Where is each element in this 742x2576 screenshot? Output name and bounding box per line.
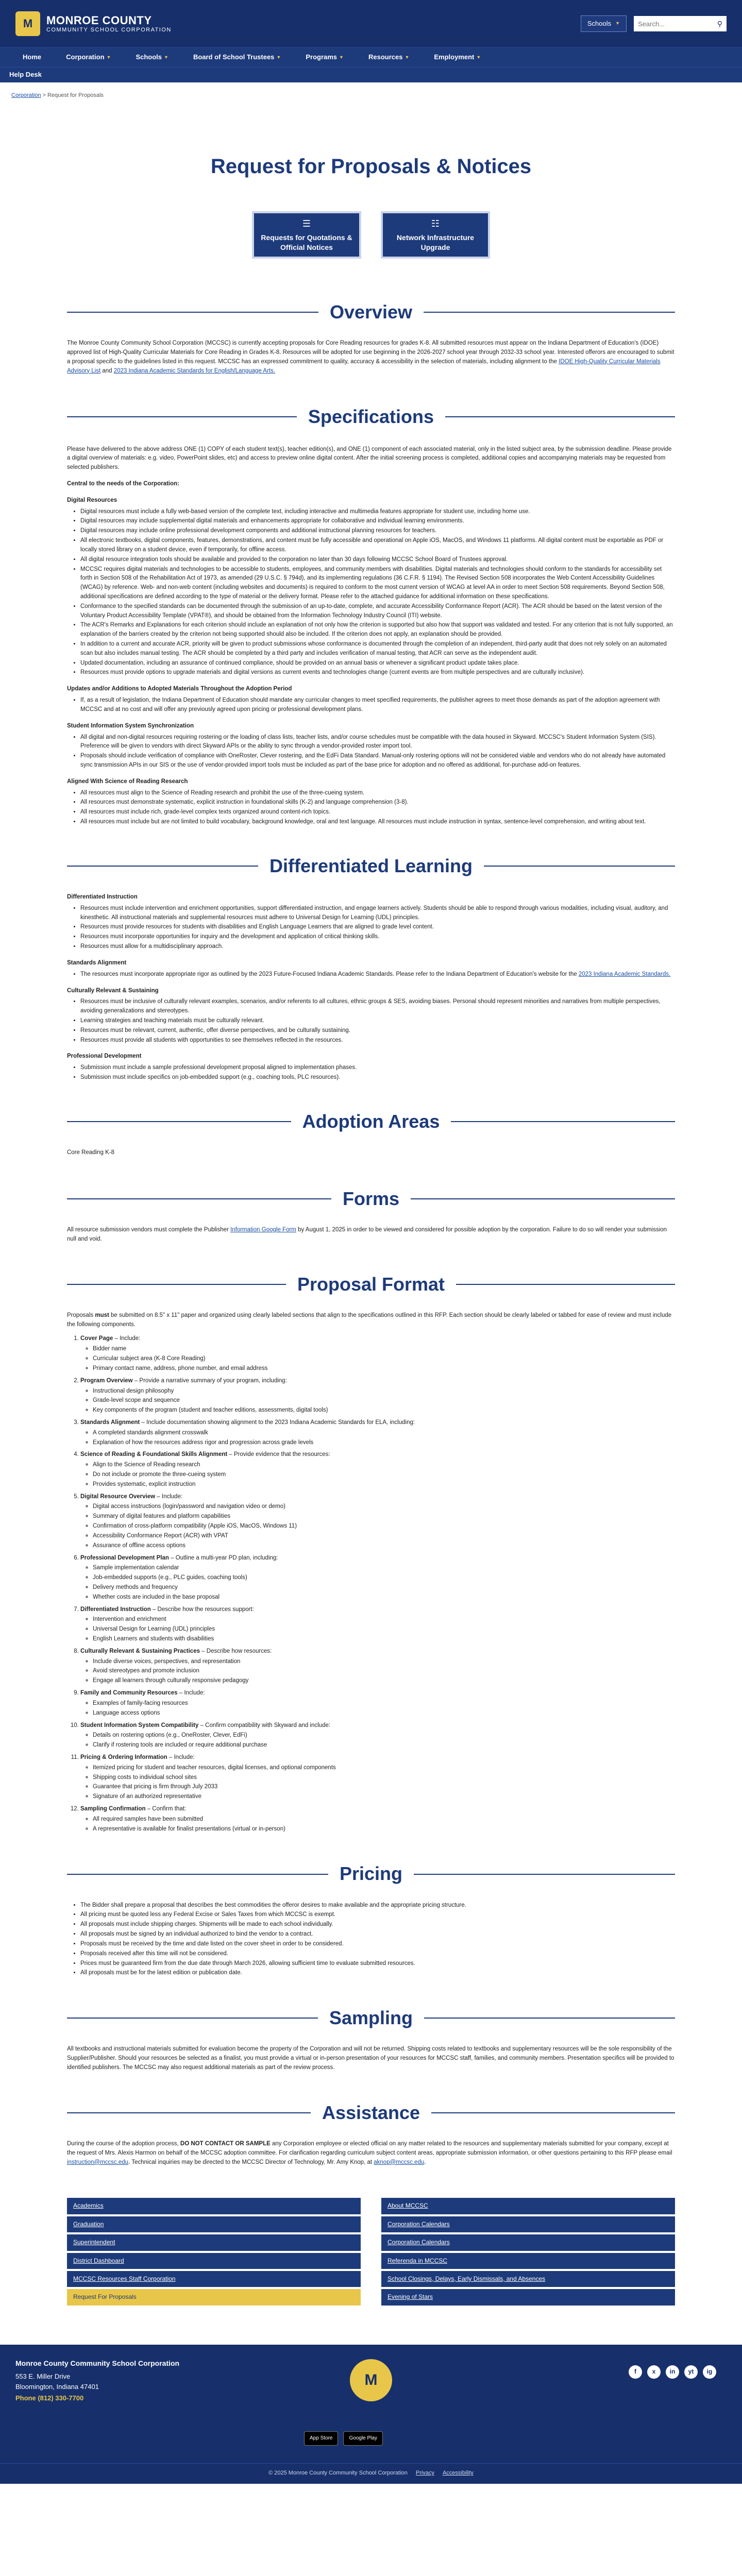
logo-mark: M [15,11,40,36]
list-item: • Submission must include specifics on job-embedded support (e.g., coaching tools, PLC resources). [80,1073,675,1082]
footer-phone[interactable]: Phone (812) 330-7700 [15,2394,84,2402]
footer-links-right [381,2198,675,2307]
list-item: ◦ Guarantee that pricing is firm through July 2033 [93,1783,675,1792]
list-item: ◦ Curricular subject area (K-8 Core Reading) [93,1354,675,1364]
list-item: ◦ Accessibility Conformance Report (ACR) with VPAT [93,1532,675,1541]
standards-list [80,970,675,979]
overview-content: The Monroe County Community School Corporation (MCCSC) is currently accepting proposals for Core Reading resources for grades K-8. All submitted resources must appear on the Indiana Department of Education's (IDOE) approved list of High-Quality Curricular Materials for Core Reading in Grades K-8. Resources will be adopted for use beginning in the 2026-2027 school year through 2032-33 school year. Interested offerors are encouraged to submit a proposal specific to the guidelines listed in this request. MCCSC has an expressed commitment to quality, accuracy & accessibility in the selection of materials, including alignment to the IDOE High-Quality Curricular Materials Advisory List and 2023 Indiana Academic Standards for English/Language Arts. [67,340,674,374]
main-nav [0,47,742,67]
list-item: • Prices must be guaranteed firm from the due date through March 2026, allowing sufficient time to evaluate submitted resources. [80,1959,675,1969]
list-item: ◦ Avoid stereotypes and promote inclusion [93,1667,675,1676]
top-bar [0,0,742,47]
list-item: ◦ Grade-level scope and sequence [93,1396,675,1405]
overview-heading: Overview [67,299,675,326]
logo-line2: COMMUNITY SCHOOL CORPORATION [46,27,172,33]
nav-employment[interactable]: Employment ▼ [434,53,481,61]
list-item: ◦ Confirmation of cross-platform compatibility (Apple iOS, MacOS, Windows 11) [93,1522,675,1531]
x-icon[interactable]: x [647,2365,661,2379]
list-item: • Digital resources may include online professional development components and additional instructional planning resources for teachers. [80,527,675,536]
differentiated-list [80,904,675,952]
list-item: ◦ Sample implementation calendar [93,1564,675,1573]
chevron-down-icon: ▼ [476,54,481,60]
differentiated-content: Differentiated Instruction • Resources must include intervention and enrichment opportunities, support differentiated instruction, and engage learners actively. Students should be able to respond through various modalities, including visual, auditory, and kinesthetic. All instructional materials and supplemental resources must adhere to Universal Design for Learning (UDL) principles. • Resources must provide resources for students with disabilities and English Language Learners that are aligned to grade level content. • Resources must incorporate opportunities for inquiry and the development and application of critical thinking skills. • Resources must allow for a multidisciplinary approach. Standards Alignment • The resources must incorporate appropriate rigor as outlined by the 2023 Future-Focused Indiana Academic Standards. Please refer to the Indiana Department of Education's website for the 2023 Indiana Academic Standards. Culturally Relevant & Sustaining • Resources must be inclusive of culturally relevant examples, scenarios, and/or referents to all cultures, ethnic groups & SES, avoiding biases. Personal should represent minorities and narratives from multiple perspectives, avoiding generalizations and stereotypes. • Learning strategies and teaching materials must be culturally relevant. • Resources must be relevant, current, authentic, offer diverse perspectives, and be culturally sustaining. • Resources must provide all students with opportunities to see themselves reflected in the resources. Professional Development • Submission must include a sample professional development proposal aligned to implementation phases. • Submission must include specifics on job-embedded support (e.g., coaching tools, PLC resources). [67,893,675,1082]
sampling-text: All textbooks and instructional materials submitted for evaluation become the property of the Corporation and will not be returned. Shipping costs related to textbooks and supplementary resources will be the sole responsibility of the Supplier/Publisher. Should your resources be selected as a finalist, you must provide a virtual or in-person presentation of your resources for MCCSC staff, families, and community members. Presentation specifics will be provided to identified publishers. The MCCSC may also request additional materials as part of the review process. [67,2046,674,2071]
list-item: ◦ Universal Design for Learning (UDL) principles [93,1625,675,1634]
hqcm-list-link[interactable]: IDOE High-Quality Curricular Materials Advisory List [67,358,661,374]
specifications-content: Please have delivered to the above address ONE (1) COPY of each student text(s), teacher edition(s), and ONE (1) component of each associated material, only in the listed subject area, by the submission deadline. Please provide a digital overview of materials: e.g. video, PowerPoint slides, etc) and access to preview online digital content. After the initial screening process is completed, additional copies and accompanying materials may be requested from selected publishers. Central to the needs of the Corporation: Digital Resources • Digital resources must include a fully web-based version of the complete text, including interactive and multimedia features appropriate for student use, including home use. • Digital resources may include supplemental digital materials and enhancements appropriate for collaborative and individual learning environments. • Digital resources may include online professional development components and additional instructional planning resources for teachers. • All electronic textbooks, digital components, features, demonstrations, and content must be fully accessible and operational on Apple iOS, MacOS, and Windows 11 platforms. All digital content must be exportable as PDF or locally stored library on a student device, even if temporarily, for offline access. • All digital resource integration tools should be available and provided to the corporation no later than 30 days following MCCSC School Board of Trustees approval. • MCCSC requires digital materials and technologies to be accessible to students, employees, and community members with disabilities. Digital materials and technologies should conform to the standards for accessibility set forth in Section 508 of the Rehabilitation Act of 1973, as amended (29 U.S.C. § 794d), and its implementing regulations (36 C.F.R. § 1194). The Revised Section 508 incorporates the Web Content Accessibility Guidelines (WCAG) by reference. Web- and non-web content (including websites and documents) is required to conform to the most current version of WCAG at level AA in order to meet Section 508 requirements. Beyond Section 508, additional specifications are defined according to the type of material or the delivery format. Please refer to the attached guidance for additional information on these specifications. • Conformance to the specified standards can be documented through the submission of an up-to-date, complete, and accurate Accessibility Conformance Report (ACR). The ACR should be based on the latest version of the Voluntary Product Accessibility Template (VPAT®), and should be obtained from the Information Technology Industry Council (ITI) website. • The ACR's Remarks and Explanations for each criterion should include an explanation of not only how the criterion is supported but also how that support was validated and tested. For any criterion that is not fully supported, an explanation of the barriers created by the criterion not being supported should also be included. If the criterion does not apply, an explanation should be provided. • In addition to a current and accurate ACR, priority will be given to product submissions whose conformance is documented through the completion of an independent, third-party audit that does not rely solely on an automated scan but also includes manual testing. The ACR should be completed by a third party and includes verification of manual testing, that ACR can serve as the independent audit. • Updated documentation, including an assurance of continued compliance, should be provided on an annual basis or whenever a significant product update takes place. • Resources must provide options to upgrade materials and digital versions as current events and technologies change (current events are from multiple perspectives and are culturally inclusive). Updates and/or Additions to Adopted Materials Throughout the Adoption Period • If, as a result of legislation, the Indiana Department of Education should mandate any curricular changes to meet specified requirements, the publisher agrees to meet those demands as part of the adoption agreement with MCCSC and at no cost and will offer any previously agreed upon pricing or professional development plans. Student Information System Synchronization • All digital and non-digital resources requiring rostering or the loading of class lists, teacher lists, and/or course schedules must be compatible with the data housed in Skyward. MCCSC's Student Information System (SIS). Preference will be given to vendors with direct Skyward APIs or the ability to sync through a vendor-provided roster import tool. • Proposals should include verification of compliance with OneRoster, Clever rostering, and the EdFi Data Standard. Manual-only rostering options will not be considered viable and vendors who do not already have automated sync transmission APIs in our SIS or the use of vendor-provided import tools must be included as part of the base price for adoption and no offered as additional, for-purchase add-on features. Aligned With Science of Reading Research • All resources must align to the Science of Reading research and prohibit the use of the three-cueing system. • All resources must demonstrate systematic, explicit instruction in foundational skills (K-2) and language comprehension (3-8). • All resources must include rich, grade-level complex texts organized around content-rich topics. • All resources must include but are not limited to build vocabulary, background knowledge, oral and text language. All resources must include instruction in syntax, sentence-level comprehension, and writing about text. [67,445,675,827]
breadcrumb [0,82,742,109]
updates-list [80,696,675,715]
list-item: • Submission must include a sample professional development proposal aligned to implementation phases. [80,1063,675,1073]
academic-standards-link[interactable]: 2023 Indiana Academic Standards. [578,971,671,977]
professional-development-list [80,1063,675,1082]
pricing-list [80,1901,675,1978]
footer-link[interactable]: Referenda in MCCSC [381,2253,675,2269]
site-footer [0,2345,742,2484]
footer-link[interactable]: Superintendent [67,2234,361,2250]
list-item: ◦ Summary of digital features and platform capabilities [93,1512,675,1521]
list-item: • Proposals should include verification of compliance with OneRoster, Clever rostering, and the EdFi Data Standard. Manual-only rostering options will not be considered viable and vendors who do not already have automated sync transmission APIs in our SIS or the use of vendor-provided import tools must be included as part of the base price for adoption and no offered as additional, for-purchase add-on features. [80,752,675,770]
chevron-down-icon: ▼ [106,54,111,60]
footer-link[interactable]: District Dashboard [67,2253,361,2269]
sub-nav [0,67,742,82]
proposal-component: 9. Family and Community Resources – Include: ◦ Examples of family-facing resources ◦ Language access options [80,1689,675,1718]
list-item: ◦ A representative is available for finalist presentations (virtual or in-person) [93,1825,675,1834]
proposal-component: 5. Digital Resource Overview – Include: ◦ Digital access instructions (login/password and navigation video or demo) ◦ Summary of digital features and platform capabilities ◦ Confirmation of cross-platform compatibility (Apple iOS, MacOS, Windows 11) ◦ Accessibility Conformance Report (ACR) with VPAT ◦ Assurance of offline access options [80,1493,675,1551]
list-item: ◦ Whether costs are included in the base proposal [93,1593,675,1602]
list-item: ◦ Explanation of how the resources address rigor and progression across grade levels [93,1438,675,1448]
network-icon: ☷ [431,218,440,229]
list-item: ◦ Intervention and enrichment [93,1615,675,1624]
technology-email-link[interactable]: aknop@mccsc.edu [374,2159,425,2165]
instagram-icon[interactable]: ig [703,2365,716,2379]
chevron-down-icon: ▼ [276,54,281,60]
chevron-down-icon: ▼ [339,54,344,60]
list-item: • All resources must demonstrate systematic, explicit instruction in foundational skills (K-2) and language comprehension (3-8). [80,798,675,807]
list-item: ◦ Instructional design philosophy [93,1387,675,1396]
proposal-components-list [80,1334,675,1834]
assistance-heading: Assistance [67,2099,675,2126]
list-item: • The resources must incorporate appropriate rigor as outlined by the 2023 Future-Focused Indiana Academic Standards. Please refer to the Indiana Department of Education's website for the 2023 Indiana Academic Standards. [80,970,675,979]
google-play-badge[interactable]: Google Play [343,2431,382,2446]
specifications-heading: Specifications [67,403,675,430]
list-item: • Resources must include intervention and enrichment opportunities, support differentiated instruction, and engage learners actively. Students should be able to respond through various modalities, including visual, auditory, and kinesthetic. All instructional materials and supplemental resources must adhere to Universal Design for Learning (UDL) principles. [80,904,675,923]
list-item: ◦ Shipping costs to individual school sites [93,1773,675,1783]
search-input[interactable] [638,20,717,28]
instruction-email-link[interactable]: instruction@mccsc.edu [67,2159,129,2165]
list-item: ◦ Details on rostering options (e.g., OneRoster, Clever, EdFi) [93,1731,675,1740]
sis-list [80,733,675,770]
page-title: Request for Proposals & Notices [210,155,532,178]
list-item: • All pricing must be quoted less any Federal Excise or Sales Taxes from which MCCSC is exempt. [80,1910,675,1920]
footer-link[interactable]: Academics [67,2198,361,2214]
app-store-badges [304,2431,383,2446]
list-item: ◦ Bidder name [93,1345,675,1354]
list-item: • The ACR's Remarks and Explanations for each criterion should include an explanation of not only how the criterion is supported but also how that support was validated and tested. For any criterion that is not fully supported, an explanation of the barriers created by the criterion not being supported should also be included. If the criterion does not apply, an explanation should be provided. [80,621,675,639]
schools-dropdown[interactable] [581,15,627,32]
list-item: • Resources must provide options to upgrade materials and digital versions as current events and technologies change (current events are from multiple perspectives and are culturally inclusive). [80,668,675,677]
pricing-heading: Pricing [67,1860,675,1887]
linkedin-icon[interactable]: in [666,2365,679,2379]
culturally-relevant-list [80,997,675,1045]
digital-resources-list [80,507,675,678]
list-item: • Resources must be inclusive of culturally relevant examples, scenarios, and/or referents to all cultures, ethnic groups & SES, avoiding biases. Personal should represent minorities and narratives from multiple perspectives, avoiding generalizations and stereotypes. [80,997,675,1016]
list-item: • Learning strategies and teaching materials must be culturally relevant. [80,1016,675,1026]
footer-link[interactable]: Request For Proposals [67,2289,361,2305]
list-item: • If, as a result of legislation, the Indiana Department of Education should mandate any curricular changes to meet specified requirements, the publisher agrees to meet those demands as part of the adoption agreement with MCCSC and at no cost and will offer any previously agreed upon pricing or professional development plans. [80,696,675,715]
list-item: ◦ A completed standards alignment crosswalk [93,1429,675,1438]
proposal-component: 6. Professional Development Plan – Outline a multi-year PD plan, including: ◦ Sample implementation calendar ◦ Job-embedded supports (e.g., PLC guides, coaching tools) ◦ Delivery methods and frequency ◦ Whether costs are included in the base proposal [80,1554,675,1602]
publisher-form-link[interactable]: Information Google Form [230,1227,296,1233]
nav-home[interactable]: Home [23,53,42,61]
chevron-down-icon: ▼ [164,54,168,60]
list-item: ◦ Job-embedded supports (e.g., PLC guides, coaching tools) [93,1573,675,1583]
search-icon[interactable]: ⚲ [717,19,722,28]
list-item: ◦ Clarify if rostering tools are included or require additional purchase [93,1741,675,1750]
proposal-format-heading: Proposal Format [67,1271,675,1298]
nav-programs[interactable]: Programs ▼ [306,53,344,61]
list-item: • The Bidder shall prepare a proposal that describes the best commodities the offeror desires to make available and the appropriate pricing structure. [80,1901,675,1910]
adoption-heading: Adoption Areas [67,1108,675,1135]
proposal-component: 1. Cover Page – Include: ◦ Bidder name ◦ Curricular subject area (K-8 Core Reading) ◦ Primary contact name, address, phone number, and email address [80,1334,675,1373]
search-box [634,16,727,31]
list-item: • All digital and non-digital resources requiring rostering or the loading of class lists, teacher lists, and/or course schedules must be compatible with the data housed in Skyward. MCCSC's Student Information System (SIS). Preference will be given to vendors with direct Skyward APIs or the ability to sync through a vendor-provided roster import tool. [80,733,675,752]
site-logo[interactable] [15,11,172,36]
nav-schools[interactable]: Schools ▼ [136,53,168,61]
list-item: ◦ Engage all learners through culturally responsive pedagogy [93,1676,675,1686]
footer-link[interactable]: MCCSC Resources Staff Corporation [67,2271,361,2287]
list-item: • All electronic textbooks, digital components, features, demonstrations, and content must be fully accessible and operational on Apple iOS, MacOS, and Windows 11 platforms. All digital content must be exportable as PDF or locally stored library on a student device, even if temporarily, for offline access. [80,536,675,555]
list-item: • Proposals received after this time will not be considered. [80,1950,675,1959]
document-icon: ☰ [302,218,311,229]
footer-link[interactable]: Evening of Stars [381,2289,675,2305]
quotations-notices-button[interactable]: ☰ Requests for Quotations & Official Notices [252,211,361,259]
accessibility-link[interactable]: Accessibility [442,2470,474,2477]
privacy-link[interactable]: Privacy [415,2470,434,2477]
list-item: ◦ Language access options [93,1709,675,1718]
list-item: • Resources must provide resources for students with disabilities and English Language Learners that are aligned to grade level content. [80,923,675,932]
list-item: • Digital resources may include supplemental digital materials and enhancements appropriate for collaborative and individual learning environments. [80,517,675,526]
social-links [629,2365,716,2379]
list-item: ◦ Primary contact name, address, phone number, and email address [93,1364,675,1374]
proposal-component: 12. Sampling Confirmation – Confirm that: ◦ All required samples have been submitted ◦ A representative is available for finalist presentations (virtual or in-person) [80,1805,675,1834]
app-store-badge[interactable]: App Store [304,2431,338,2446]
list-item: ◦ Signature of an authorized representative [93,1792,675,1802]
list-item: • All digital resource integration tools should be available and provided to the corporation no later than 30 days following MCCSC School Board of Trustees approval. [80,555,675,565]
proposal-component: 8. Culturally Relevant & Sustaining Practices – Describe how resources: ◦ Include diverse voices, perspectives, and representation ◦ Avoid stereotypes and promote inclusion ◦ Engage all learners through culturally responsive pedagogy [80,1647,675,1686]
footer-logo[interactable] [330,2359,412,2416]
proposal-component: 11. Pricing & Ordering Information – Include: ◦ Itemized pricing for student and teacher resources, digital licenses, and optional components ◦ Shipping costs to individual school sites ◦ Guarantee that pricing is firm through July 2033 ◦ Signature of an authorized representative [80,1753,675,1802]
list-item: • All proposals must be for the latest edition or publication date. [80,1969,675,1978]
list-item: ◦ All required samples have been submitted [93,1815,675,1824]
list-item: ◦ Examples of family-facing resources [93,1699,675,1708]
breadcrumb-current: Request for Proposals [47,92,104,98]
list-item: • In addition to a current and accurate ACR, priority will be given to product submissions whose conformance is documented through the completion of an independent, third-party audit that does not rely solely on an automated scan but also includes manual testing. The ACR should be completed by a third party and includes verification of manual testing, that ACR can serve as the independent audit. [80,640,675,658]
list-item: • Resources must allow for a multidisciplinary approach. [80,942,675,952]
list-item: • MCCSC requires digital materials and technologies to be accessible to students, employees, and community members with disabilities. Digital materials and technologies should conform to the standards for accessibility set forth in Section 508 of the Rehabilitation Act of 1973, as amended (29 U.S.C. § 794d), and its implementing regulations (36 C.F.R. § 1194). The Revised Section 508 incorporates the Web Content Accessibility Guidelines (WCAG) by reference. Web- and non-web content (including websites and documents) is required to conform to the most current version of WCAG at level AA in order to meet Section 508 requirements. Beyond Section 508, additional specifications are defined according to the type of material or the delivery format. Please refer to the attached guidance for additional information on these specifications. [80,565,675,602]
nav-help-desk[interactable]: Help Desk [9,71,42,79]
list-item: • Resources must be relevant, current, authentic, offer diverse perspectives, and be culturally sustaining. [80,1026,675,1036]
list-item: ◦ Delivery methods and frequency [93,1583,675,1592]
hero-buttons [0,211,742,259]
list-item: • Conformance to the specified standards can be documented through the submission of an up-to-date, complete, and accurate Accessibility Conformance Report (ACR). The ACR should be based on the latest version of the Voluntary Product Accessibility Template (VPAT®), and should be obtained from the Information Technology Industry Council (ITI) website. [80,602,675,621]
list-item: • Resources must incorporate opportunities for inquiry and the development and application of critical thinking skills. [80,933,675,942]
list-item: • All proposals must be signed by an individual authorized to bind the vendor to a contract. [80,1930,675,1939]
proposal-component: 10. Student Information System Compatibility – Confirm compatibility with Skyward and include: ◦ Details on rostering options (e.g., OneRoster, Clever, EdFi) ◦ Clarify if rostering tools are included or require additional purchase [80,1721,675,1750]
footer-link-grid [67,2198,675,2307]
nav-board[interactable]: Board of School Trustees ▼ [193,53,281,61]
list-item: • All proposals must include shipping charges. Shipments will be made to each school individually. [80,1920,675,1929]
facebook-icon[interactable]: f [629,2365,642,2379]
list-item: ◦ English Learners and students with disabilities [93,1635,675,1644]
youtube-icon[interactable]: yt [684,2365,698,2379]
list-item: • Updated documentation, including an assurance of continued compliance, should be provided on an annual basis or whenever a significant product update takes place. [80,659,675,668]
list-item: ◦ Provides systematic, explicit instruction [93,1480,675,1489]
footer-bottom [0,2463,742,2484]
list-item: • All resources must include rich, grade-level complex texts organized around content-rich topics. [80,808,675,817]
proposal-component: 3. Standards Alignment – Include documentation showing alignment to the 2023 Indiana Academic Standards for ELA, including: ◦ A completed standards alignment crosswalk ◦ Explanation of how the resources address rigor and progression across grade levels [80,1418,675,1447]
differentiated-heading: Differentiated Learning [67,853,675,879]
footer-links-left [67,2198,361,2307]
sampling-heading: Sampling [67,2005,675,2031]
proposal-format-content: Proposals must be submitted on 8.5" x 11" paper and organized using clearly labeled sections that align to the specifications outlined in this RFP. Each section should be clearly labeled or tabbed for ease of review and must include the following components. 1. Cover Page – Include: ◦ Bidder name ◦ Curricular subject area (K-8 Core Reading) ◦ Primary contact name, address, phone number, and email address 2. Program Overview – Provide a narrative summary of your program, including: ◦ Instructional design philosophy ◦ Grade-level scope and sequence ◦ Key components of the program (student and teacher editions, assessments, digital tools) 3. Standards Alignment – Include documentation showing alignment to the 2023 Indiana Academic Standards for ELA, including: ◦ A completed standards alignment crosswalk ◦ Explanation of how the resources address rigor and progression across grade levels 4. Science of Reading & Foundational Skills Alignment – Provide evidence that the resources: ◦ Align to the Science of Reading research ◦ Do not include or promote the three-cueing system ◦ Provides systematic, explicit instruction 5. Digital Resource Overview – Include: ◦ Digital access instructions (login/password and navigation video or demo) ◦ Summary of digital features and platform capabilities ◦ Confirmation of cross-platform compatibility (Apple iOS, MacOS, Windows 11) ◦ Accessibility Conformance Report (ACR) with VPAT ◦ Assurance of offline access options 6. Professional Development Plan – Outline a multi-year PD plan, including: ◦ Sample implementation calendar ◦ Job-embedded supports (e.g., PLC guides, coaching tools) ◦ Delivery methods and frequency ◦ Whether costs are included in the base proposal 7. Differentiated Instruction – Describe how the resources support: ◦ Intervention and enrichment ◦ Universal Design for Learning (UDL) principles ◦ English Learners and students with disabilities 8. Culturally Relevant & Sustaining Practices – Describe how resources: ◦ Include diverse voices, perspectives, and representation ◦ Avoid stereotypes and promote inclusion ◦ Engage all learners through culturally responsive pedagogy 9. Family and Community Resources – Include: ◦ Examples of family-facing resources ◦ Language access options 10. Student Information System Compatibility – Confirm compatibility with Skyward and include: ◦ Details on rostering options (e.g., OneRoster, Clever, EdFi) ◦ Clarify if rostering tools are included or require additional purchase 11. Pricing & Ordering Information – Include: ◦ Itemized pricing for student and teacher resources, digital licenses, and optional components ◦ Shipping costs to individual school sites ◦ Guarantee that pricing is firm through July 2033 ◦ Signature of an authorized representative 12. Sampling Confirmation – Confirm that: ◦ All required samples have been submitted ◦ A representative is available for finalist presentations (virtual or in-person) [67,1311,675,1834]
breadcrumb-separator: > [42,92,46,98]
footer-link[interactable]: Corporation Calendars [381,2234,675,2250]
adoption-text: Core Reading K-8 [67,1149,115,1156]
proposal-component: 4. Science of Reading & Foundational Skills Alignment – Provide evidence that the resources: ◦ Align to the Science of Reading research ◦ Do not include or promote the three-cueing system ◦ Provides systematic, explicit instruction [80,1450,675,1489]
footer-link[interactable]: Graduation [67,2216,361,2232]
list-item: ◦ Include diverse voices, perspectives, and representation [93,1657,675,1667]
list-item: • All resources must align to the Science of Reading research and prohibit the use of the three-cueing system. [80,789,675,798]
chevron-down-icon: ▼ [404,54,410,60]
network-upgrade-button[interactable]: ☷ Network Infrastructure Upgrade [381,211,490,259]
footer-address: Monroe County Community School Corporation 553 E. Miller Drive Bloomington, Indiana 47401 Phone (812) 330-7700 [15,2358,727,2403]
list-item: ◦ Do not include or promote the three-cueing system [93,1470,675,1480]
breadcrumb-corporation[interactable]: Corporation [11,92,41,98]
nav-resources[interactable]: Resources ▼ [368,53,410,61]
crest-icon: M [350,2359,392,2401]
site-header [0,0,742,82]
nav-corporation[interactable]: Corporation ▼ [66,53,111,61]
list-item: ◦ Align to the Science of Reading research [93,1461,675,1470]
proposal-component: 7. Differentiated Instruction – Describe how the resources support: ◦ Intervention and enrichment ◦ Universal Design for Learning (UDL) principles ◦ English Learners and students with disabilities [80,1605,675,1644]
footer-link[interactable]: Corporation Calendars [381,2216,675,2232]
logo-line1: MONROE COUNTY [46,13,152,27]
list-item: ◦ Key components of the program (student and teacher editions, assessments, digital tools) [93,1406,675,1415]
list-item: • Digital resources must include a fully web-based version of the complete text, including interactive and multimedia features appropriate for student use, including home use. [80,507,675,517]
forms-heading: Forms [67,1185,675,1212]
proposal-component: 2. Program Overview – Provide a narrative summary of your program, including: ◦ Instructional design philosophy ◦ Grade-level scope and sequence ◦ Key components of the program (student and teacher editions, assessments, digital tools) [80,1377,675,1415]
list-item: ◦ Itemized pricing for student and teacher resources, digital licenses, and optional components [93,1764,675,1773]
schools-label: Schools [587,19,612,27]
ela-standards-link[interactable]: 2023 Indiana Academic Standards for English/Language Arts. [113,367,276,374]
list-item: • Resources must provide all students with opportunities to see themselves reflected in the resources. [80,1036,675,1045]
footer-link[interactable]: About MCCSC [381,2198,675,2214]
sor-list [80,789,675,827]
copyright: © 2025 Monroe County Community School Corporation [268,2470,408,2477]
list-item: ◦ Digital access instructions (login/password and navigation video or demo) [93,1502,675,1512]
chevron-down-icon: ▼ [615,21,620,26]
list-item: ◦ Assurance of offline access options [93,1541,675,1551]
footer-link[interactable]: School Closings, Delays, Early Dismissals, and Absences [381,2271,675,2287]
list-item: • Proposals must be received by the time and date listed on the cover sheet in order to be considered. [80,1940,675,1949]
list-item: • All resources must include but are not limited to build vocabulary, background knowledge, oral and text language. All resources must include instruction in syntax, sentence-level comprehension, and writing about text. [80,818,675,827]
